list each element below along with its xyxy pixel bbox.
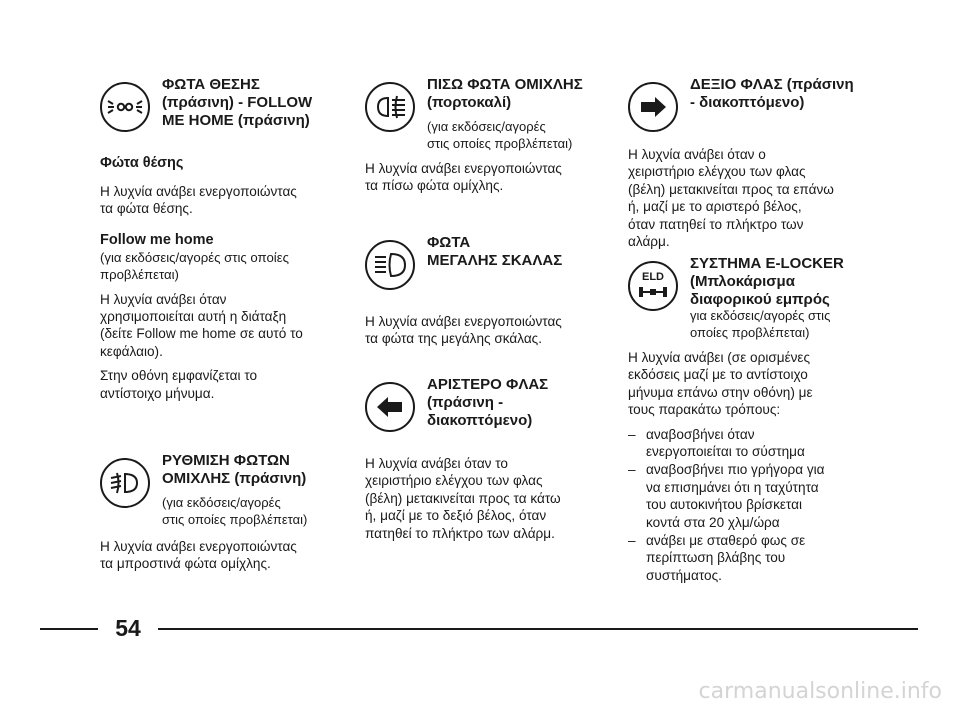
position-lights-header [100, 76, 350, 154]
position-lights-icon [100, 82, 150, 132]
right-indicator-title: ΔΕΞΙΟ ΦΛΑΣ (πράσινη - διακοπτόμενο) [690, 76, 854, 111]
list-dash: – [628, 462, 636, 478]
rear-fog-paragraph: Η λυχνία ανάβει ενεργοποιώντας τα πίσω φώτα ομίχλης. [365, 161, 562, 194]
elocker-note: για εκδόσεις/αγορές στις οποίες προβλέπεται) [690, 308, 831, 340]
elocker-title: ΣΥΣΤΗΜΑ E-LOCKER (Μπλοκάρισμα διαφορικού εμπρός [690, 255, 844, 308]
fog-adjust-paragraph: Η λυχνία ανάβει ενεργοποιώντας τα μπροστινά φώτα ομίχλης. [100, 539, 297, 572]
follow-me-home-paragraph-1: Η λυχνία ανάβει όταν χρησιμοποιείται αυτή η διάταξη (δείτε Follow me home σε αυτό το κεφάλαιο). [100, 291, 303, 359]
footer-rule-right [158, 628, 918, 630]
high-beam-section [365, 234, 620, 355]
elocker-header [628, 255, 878, 349]
left-arrow-icon [365, 382, 415, 432]
elocker-icon-label: ELD [642, 271, 664, 283]
fog-adjust-section [100, 452, 350, 580]
list-dash: – [628, 533, 636, 549]
rear-fog-title: ΠΙΣΩ ΦΩΤΑ ΟΜΙΧΛΗΣ (πορτοκαλί) [427, 76, 583, 111]
position-lights-heading: Φώτα θέσης [100, 155, 184, 171]
elocker-paragraph: Η λυχνία ανάβει (σε ορισμένες εκδόσεις μαζί με το αντίστοιχο μήνυμα επάνω στην οθόνη) με τους παρακάτω τρόπους: [628, 350, 813, 418]
fog-adjust-note: (για εκδόσεις/αγορές στις οποίες προβλέπεται) [162, 495, 308, 527]
list-item: – ανάβει με σταθερό φως σε περίπτωση βλάβης του συστήματος. [628, 533, 806, 583]
rear-fog-section [365, 76, 620, 202]
follow-me-home-note: (για εκδόσεις/αγορές στις οποίες προβλέπεται) [100, 249, 289, 283]
right-indicator-section [628, 76, 878, 257]
list-item: – αναβοσβήνει όταν ενεργοποιείται το σύστημα [628, 426, 805, 460]
list-item: – αναβοσβήνει πιο γρήγορα για να επισημάνει ότι η ταχύτητα του αυτοκινήτου βρίσκεται κοντά στα 20 χλμ/ώρα [628, 462, 825, 530]
left-indicator-header [365, 376, 620, 455]
rear-fog-light-icon [365, 82, 415, 132]
fog-adjust-header [100, 452, 350, 538]
page-number: 54 [115, 615, 141, 641]
footer-rule-left [40, 628, 98, 630]
elocker-icon [628, 261, 678, 311]
high-beam-paragraph: Η λυχνία ανάβει ενεργοποιώντας τα φώτα της μεγάλης σκάλας. [365, 314, 562, 347]
follow-me-home-paragraph-2: Στην οθόνη εμφανίζεται το αντίστοιχο μήνυμα. [100, 368, 258, 401]
right-arrow-icon [628, 82, 678, 132]
list-dash: – [628, 426, 636, 442]
left-indicator-title: ΑΡΙΣΤΕΡΟ ΦΛΑΣ (πράσινη - διακοπτόμενο) [427, 376, 549, 429]
elocker-list [628, 426, 878, 585]
left-indicator-section [365, 376, 620, 549]
position-lights-paragraph: Η λυχνία ανάβει ενεργοποιώντας τα φώτα θέσης. [100, 184, 297, 217]
fog-adjust-title: ΡΥΘΜΙΣΗ ΦΩΤΩΝ ΟΜΙΧΛΗΣ (πράσινη) [162, 452, 307, 487]
watermark: carmanualsonline.info [698, 679, 942, 704]
position-lights-title: ΦΩΤΑ ΘΕΣΗΣ (πράσινη) - FOLLOW ME HOME (πράσινη) [162, 76, 313, 129]
high-beam-title: ΦΩΤΑ ΜΕΓΑΛΗΣ ΣΚΑΛΑΣ [427, 234, 563, 269]
high-beam-header [365, 234, 620, 313]
position-lights-section [100, 76, 350, 409]
front-fog-light-icon [100, 458, 150, 508]
right-indicator-header [628, 76, 878, 146]
left-indicator-paragraph: Η λυχνία ανάβει όταν το χειριστήριο ελέγχου των φλας (βέλη) μετακινείται προς τα κάτω ή, μαζί με το δεξιό βέλος, όταν πατηθεί το πλήκτρο των αλάρμ. [365, 456, 561, 541]
elocker-section [628, 255, 878, 585]
follow-me-home-heading: Follow me home [100, 231, 214, 248]
rear-fog-header [365, 76, 620, 160]
rear-fog-note: (για εκδόσεις/αγορές στις οποίες προβλέπεται) [427, 119, 573, 151]
high-beam-icon [365, 240, 415, 290]
right-indicator-paragraph: Η λυχνία ανάβει όταν ο χειριστήριο ελέγχου των φλας (βέλη) μετακινείται προς τα επάνω ή, μαζί με το αριστερό βέλος, όταν πατηθεί το πλήκτρο των αλάρμ. [628, 147, 834, 250]
